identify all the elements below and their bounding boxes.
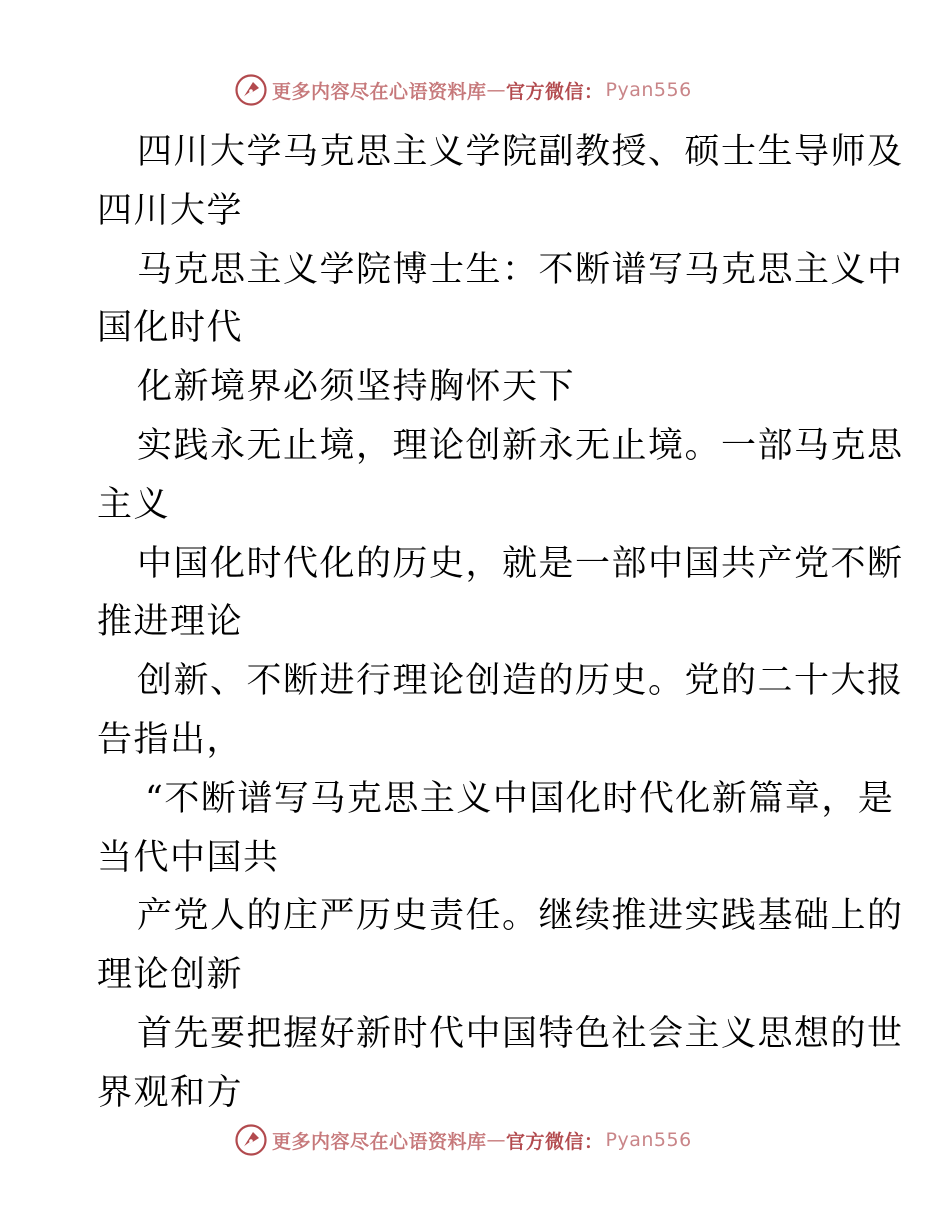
body-line: 告指出， — [97, 719, 244, 760]
header-banner — [234, 72, 692, 108]
body-line: 界观和方 — [97, 1072, 244, 1113]
body-line: 中国化时代化的历史，就是一部中国共产党不断 — [137, 543, 904, 584]
body-line: 推进理论 — [97, 602, 244, 643]
banner-wechat-label: 官方微信： — [506, 80, 604, 103]
footer-banner — [234, 1122, 692, 1158]
banner-site-text: 更多内容尽在心语资料库 — [272, 80, 487, 103]
banner-wechat-id: Pyan556 — [605, 1129, 692, 1151]
body-line: “不断谱写马克思主义中国化时代化新篇章，是 — [145, 778, 895, 819]
pen-nib-logo-icon — [234, 1123, 268, 1157]
body-line: 当代中国共 — [97, 837, 280, 878]
banner-dash: — — [486, 79, 507, 101]
banner-wechat-label: 官方微信： — [506, 1130, 604, 1153]
body-line: 马克思主义学院博士生：不断谱写马克思主义中 — [137, 249, 904, 290]
pen-nib-logo-icon — [234, 73, 268, 107]
banner-dash: — — [486, 1129, 507, 1151]
body-line: 四川大学 — [97, 190, 244, 231]
banner-site-text: 更多内容尽在心语资料库 — [272, 1130, 487, 1153]
banner-wechat-id: Pyan556 — [605, 79, 692, 101]
body-line: 四川大学马克思主义学院副教授、硕士生导师及 — [137, 132, 904, 172]
body-line: 理论创新 — [97, 955, 244, 996]
body-text — [97, 123, 904, 1123]
body-line: 首先要把握好新时代中国特色社会主义思想的世 — [137, 1013, 904, 1054]
body-line: 国化时代 — [97, 308, 244, 349]
body-line: 产党人的庄严历史责任。继续推进实践基础上的 — [137, 896, 904, 937]
body-line: 创新、不断进行理论创造的历史。党的二十大报 — [137, 661, 904, 702]
body-line: 主义 — [97, 484, 171, 525]
body-line: 化新境界必须坚持胸怀天下 — [137, 367, 576, 408]
body-line: 实践永无止境，理论创新永无止境。一部马克思 — [137, 425, 904, 466]
